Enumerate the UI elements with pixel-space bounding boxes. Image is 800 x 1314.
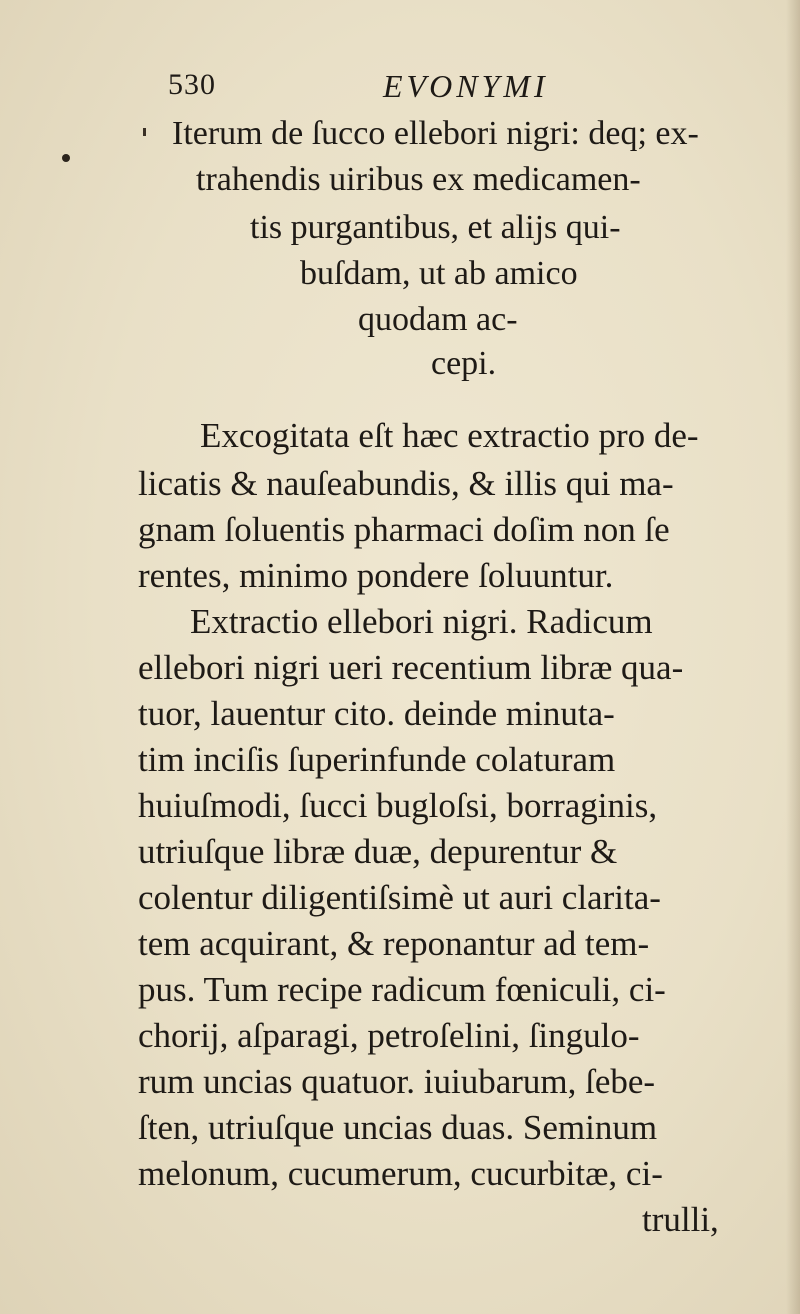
body-line: melonum, cucumerum, cucurbitæ, ci- <box>138 1154 663 1193</box>
body-line: utriuſque libræ duæ, depurentur & <box>138 832 618 871</box>
title-line: cepi. <box>431 345 497 382</box>
page-header <box>168 68 638 108</box>
title-line: tis purgantibus, et alijs qui- <box>250 209 621 246</box>
body-line: pus. Tum recipe radicum fœniculi, ci- <box>138 970 666 1009</box>
page-edge-shadow <box>786 0 800 1314</box>
running-head: EVONYMI <box>383 68 549 104</box>
body-line: tuor, lauentur cito. deinde minuta- <box>138 694 615 733</box>
title-line: trahendis uiribus ex medicamen- <box>196 161 641 198</box>
catchword: trulli, <box>642 1200 719 1239</box>
body-line: chorij, aſparagi, petroſelini, ſingulo- <box>138 1016 640 1055</box>
body-line: rum uncias quatuor. iuiubarum, ſebe- <box>138 1062 656 1101</box>
body-line: gnam ſoluentis pharmaci doſim non ſe <box>138 510 670 549</box>
title-line: buſdam, ut ab amico <box>300 255 578 292</box>
body-line: tem acquirant, & reponantur ad tem- <box>138 924 650 963</box>
title-line: Iterum de ſucco ellebori nigri: deq; ex- <box>172 115 699 152</box>
body-line: ellebori nigri ueri recentium libræ qua- <box>138 648 684 687</box>
body-line: ſten, utriuſque uncias duas. Seminum <box>138 1108 658 1147</box>
body-line: rentes, minimo pondere ſoluuntur. <box>138 556 614 595</box>
body-line: licatis & nauſeabundis, & illis qui ma- <box>138 464 674 503</box>
margin-ink-mark <box>143 128 146 136</box>
body-line: colentur diligentiſsimè ut auri clarita- <box>138 878 661 917</box>
body-line: tim inciſis ſuperinfunde colaturam <box>138 740 616 779</box>
page-number: 530 <box>168 68 216 101</box>
margin-ink-dot <box>62 154 70 162</box>
body-line: huiuſmodi, ſucci bugloſsi, borraginis, <box>138 786 658 825</box>
title-line: quodam ac- <box>358 301 518 338</box>
body-line: Excogitata eſt hæc extractio pro de- <box>200 416 699 455</box>
body-line: Extractio ellebori nigri. Radicum <box>190 602 653 641</box>
